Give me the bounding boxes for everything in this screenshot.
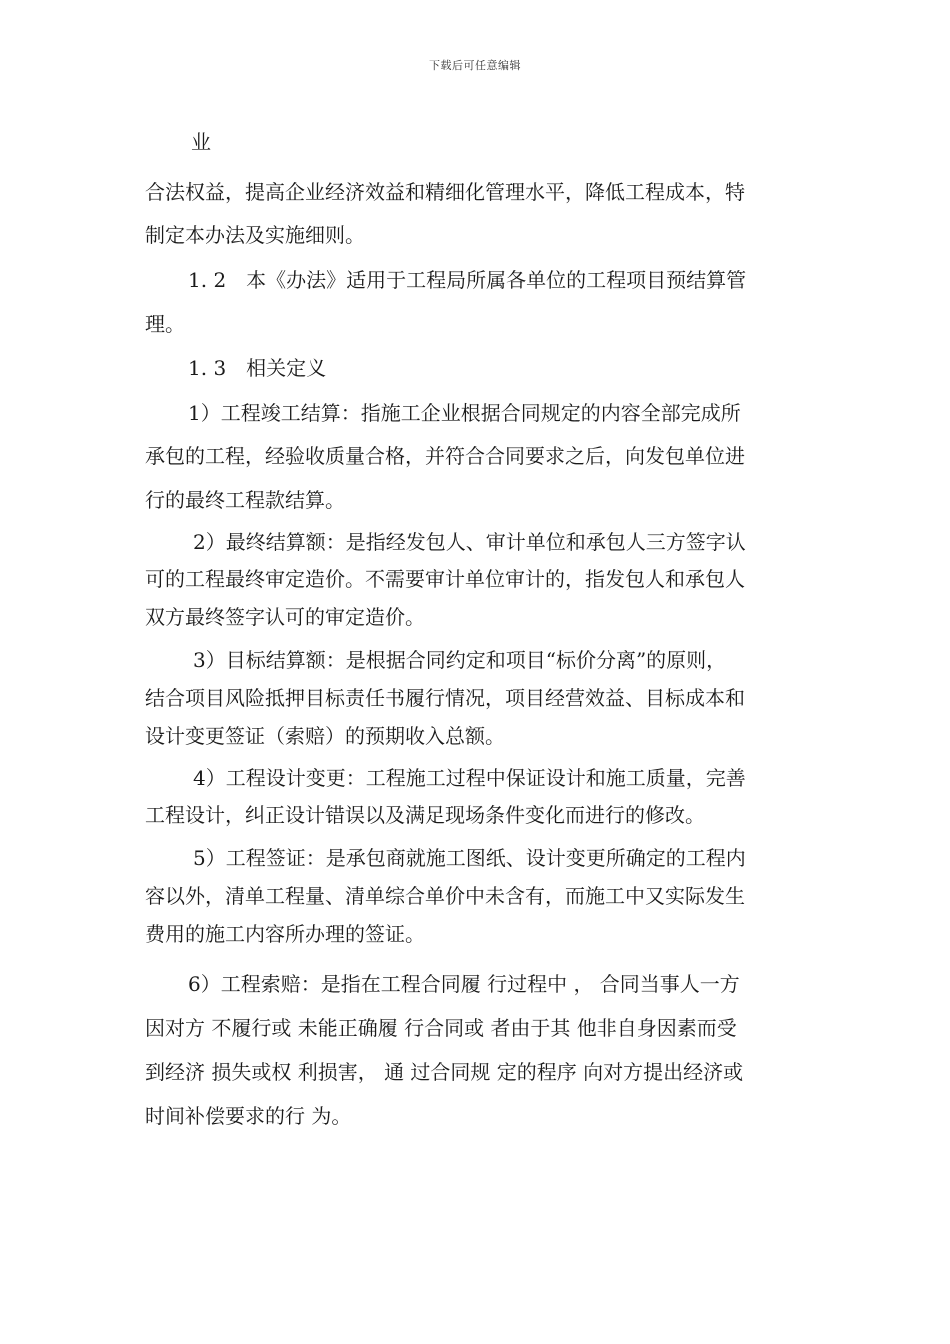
text-line: 双方最终签字认可的审定造价。	[145, 605, 425, 629]
text-line: 1）工程竣工结算：指施工企业根据合同规定的内容全部完成所	[188, 401, 741, 425]
text-line: 费用的施工内容所办理的签证。	[145, 922, 425, 946]
text-line: 5）工程签证：是承包商就施工图纸、设计变更所确定的工程内	[193, 846, 746, 870]
text-line: 因对方 不履行或 未能正确履 行合同或 者由于其 他非自身因素而受	[145, 1016, 737, 1040]
text-line: 结合项目风险抵押目标责任书履行情况，项目经营效益、目标成本和	[145, 686, 745, 710]
text-line: 6）工程索赔：是指在工程合同履 行过程中 ， 合同当事人一方	[188, 972, 740, 996]
text-line: 1. 3 相关定义	[188, 356, 327, 380]
text-line: 可的工程最终审定造价。不需要审计单位审计的，指发包人和承包人	[145, 567, 745, 591]
text-line: 合法权益，提高企业经济效益和精细化管理水平，降低工程成本，特	[145, 180, 745, 204]
text-line: 工程设计，纠正设计错误以及满足现场条件变化而进行的修改。	[145, 803, 705, 827]
text-line: 到经济 损失或权 利损害， 通 过合同规 定的程序 向对方提出经济或	[145, 1060, 744, 1084]
text-line: 制定本办法及实施细则。	[145, 223, 365, 247]
text-line: 2）最终结算额：是指经发包人、审计单位和承包人三方签字认	[193, 530, 746, 554]
text-line: 承包的工程，经验收质量合格，并符合合同要求之后，向发包单位进	[145, 444, 745, 468]
text-line: 1. 2 本《办法》适用于工程局所属各单位的工程项目预结算管	[188, 268, 747, 292]
text-line: 容以外，清单工程量、清单综合单价中未含有，而施工中又实际发生	[145, 884, 745, 908]
text-line: 3）目标结算额：是根据合同约定和项目“标价分离”的原则，	[193, 648, 727, 672]
page-header: 下载后可任意编辑	[429, 59, 521, 72]
text-line: 理。	[145, 312, 185, 336]
text-line: 业	[191, 130, 211, 154]
text-line: 时间补偿要求的行 为。	[145, 1104, 352, 1128]
text-line: 4）工程设计变更：工程施工过程中保证设计和施工质量，完善	[193, 766, 746, 790]
text-line: 设计变更签证（索赔）的预期收入总额。	[145, 724, 505, 748]
text-line: 行的最终工程款结算。	[145, 488, 345, 512]
